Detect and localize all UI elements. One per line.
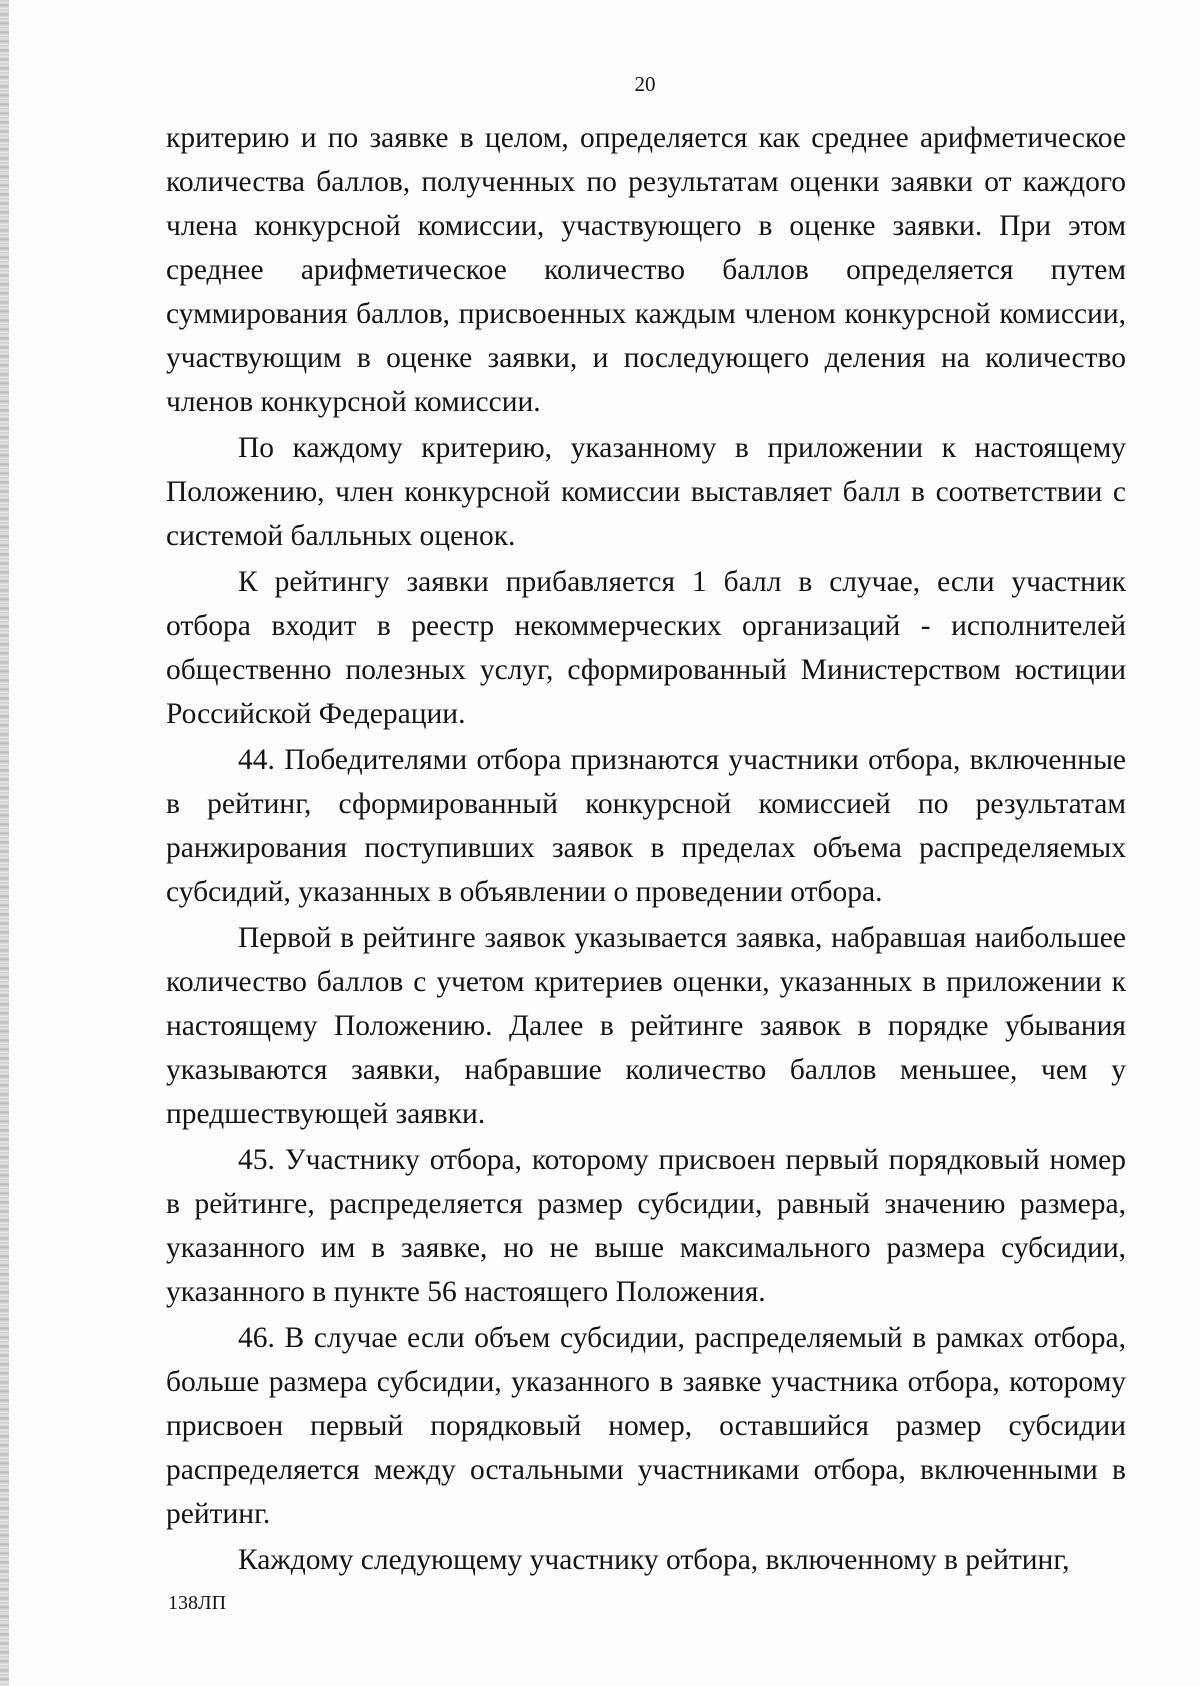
paragraph-continuation: критерию и по заявке в целом, определяется как среднее арифметическое количества баллов, полученных по результатам оценки заявки от каждого члена конкурсной комиссии, участвующего в оценке заявки. При этом среднее арифметическое количество баллов определяется путем суммирования баллов, присвоенных каждым членом конкурсной комиссии, участвующим в оценке заявки, и последующего деления на количество членов конкурсной комиссии. (166, 122, 1126, 418)
paragraph-scoring-criteria: По каждому критерию, указанному в приложении к настоящему Положению, член конкурсной комиссии выставляет балл в соответствии с системой балльных оценок. (166, 432, 1126, 552)
paragraph-item-46: 46. В случае если объем субсидии, распределяемый в рамках отбора, больше размера субсидии, указанного в заявке участника отбора, которому присвоен первый порядковый номер, оставшийся размер субсидии распределяется между остальными участниками отбора, включенными в рейтинг. (166, 1322, 1126, 1530)
scan-edge (0, 0, 9, 1686)
paragraph-rating-order: Первой в рейтинге заявок указывается заявка, набравшая наибольшее количество баллов с учетом критериев оценки, указанных в приложении к настоящему Положению. Далее в рейтинге заявок в порядке убывания указываются заявки, набравшие количество баллов меньшее, чем у предшествующей заявки. (166, 922, 1126, 1130)
paragraph-item-44: 44. Победителями отбора признаются участники отбора, включенные в рейтинг, сформированный конкурсной комиссией по результатам ранжирования поступивших заявок в пределах объема распределяемых субсидий, указанных в объявлении о проведении отбора. (166, 744, 1126, 908)
paragraph-rating-bonus: К рейтингу заявки прибавляется 1 балл в случае, если участник отбора входит в реестр некоммерческих организаций - исполнителей общественно полезных услуг, сформированный Министерством юстиции Российской Федерации. (166, 566, 1126, 730)
document-body (166, 116, 1126, 1582)
paragraph-item-45: 45. Участнику отбора, которому присвоен первый порядковый номер в рейтинге, распределяется размер субсидии, равный значению размера, указанного им в заявке, но не выше максимального размера субсидии, указанного в пункте 56 настоящего Положения. (166, 1144, 1126, 1308)
paragraph-next-participant: Каждому следующему участнику отбора, включенному в рейтинг, (238, 1544, 1070, 1576)
page-number: 20 (634, 72, 656, 96)
document-code: 138ЛП (168, 1592, 227, 1614)
